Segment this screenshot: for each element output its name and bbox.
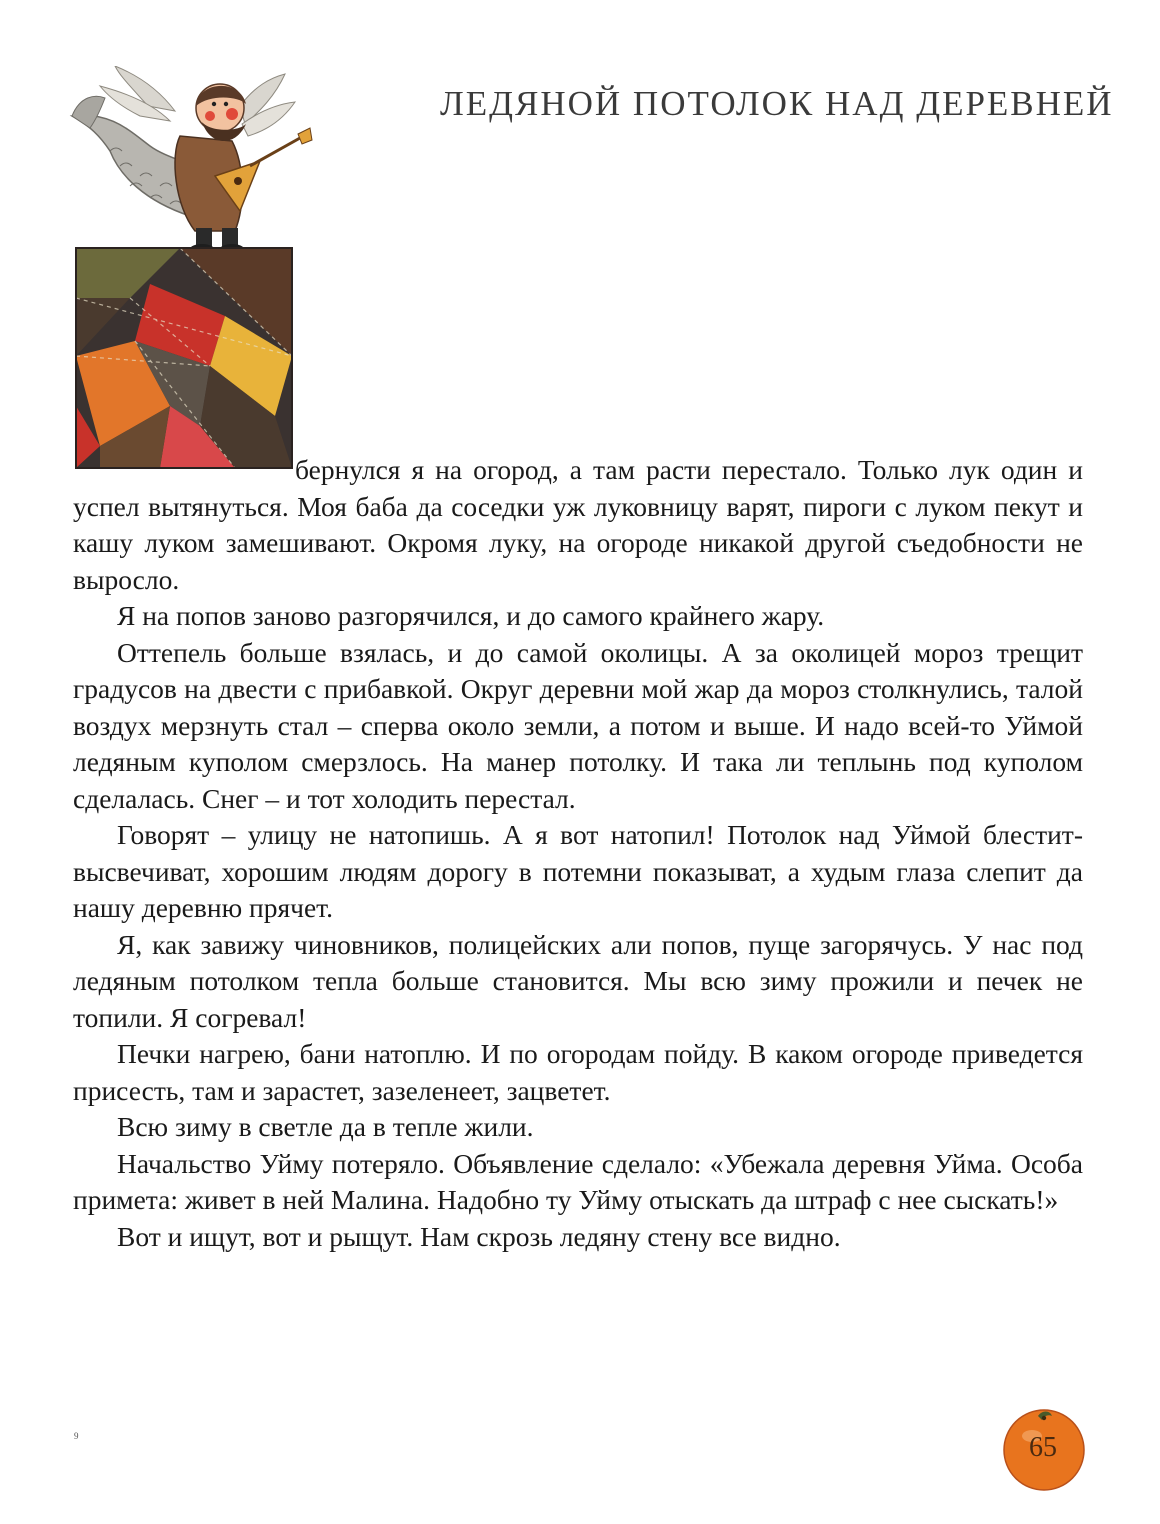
dropcap-illustration <box>60 66 332 478</box>
paragraph: Всю зиму в светле да в тепле жили. <box>117 1111 534 1142</box>
paragraph: Я, как завижу чиновников, полицейских али попов, пуще загорячусь. У нас под ледяным потолком тепла больше становится. Мы всю зиму прожили и печек не топили. Я согревал! <box>73 928 1083 1033</box>
paragraph: Начальство Уйму потеряло. Объявление сделало: «Убежала деревня Уйма. Особа примета: живет в ней Малина. Надобно ту Уйму отыскать да штраф с нее сыскать!» <box>73 1147 1083 1215</box>
paragraph: Вот и ищут, вот и рыщут. Нам скрозь ледяну стену все видно. <box>117 1220 841 1252</box>
body-text <box>73 452 1083 1255</box>
paragraph: Я на попов заново разгорячился, и до самого крайнего жару. <box>117 600 825 631</box>
page-number: 65 <box>1029 1432 1057 1463</box>
paragraph: Оттепель больше взялась, и до самой околицы. А за околицей мороз трещит градусов на двести с прибавкой. Округ деревни мой жар да мороз столкнулись, талой воздух мерзнуть стал – сперва около земли, а потом и выше. И надо всей-то Уймой ледяным куполом смерзлось. На манер потолку. И така ли теплынь под куполом сделалась. Снег – и тот холодить перестал. <box>73 636 1083 814</box>
footnote-mark: 9 <box>74 1431 79 1441</box>
page-title: ЛЕДЯНОЙ ПОТОЛОК НАД ДЕРЕВНЕЙ <box>440 84 1114 123</box>
paragraph: Печки нагрею, бани натоплю. И по огородам пойду. В каком огороде приведется присесть, там и зарастет, зазеленеет, зацветет. <box>73 1038 1083 1106</box>
face-icon <box>196 84 246 141</box>
paragraph: бернулся я на огород, а там расти перестало. Только лук один и успел вытянуться. Моя баба да соседки уж луковницу варят, пироги с луком пекут и кашу луком замешивают. Окромя луку, на огороде никакой другой съедобности не выросло. <box>73 454 1083 595</box>
paragraph: Говорят – улицу не натопишь. А я вот натопил! Потолок над Уймой блестит-высвечиват, хорошим людям дорогу в потемни показыват, а худым глаза слепит да нашу деревню прячет. <box>73 819 1083 923</box>
patchwork-block-icon <box>76 248 292 468</box>
page-number-badge <box>998 1402 1090 1494</box>
